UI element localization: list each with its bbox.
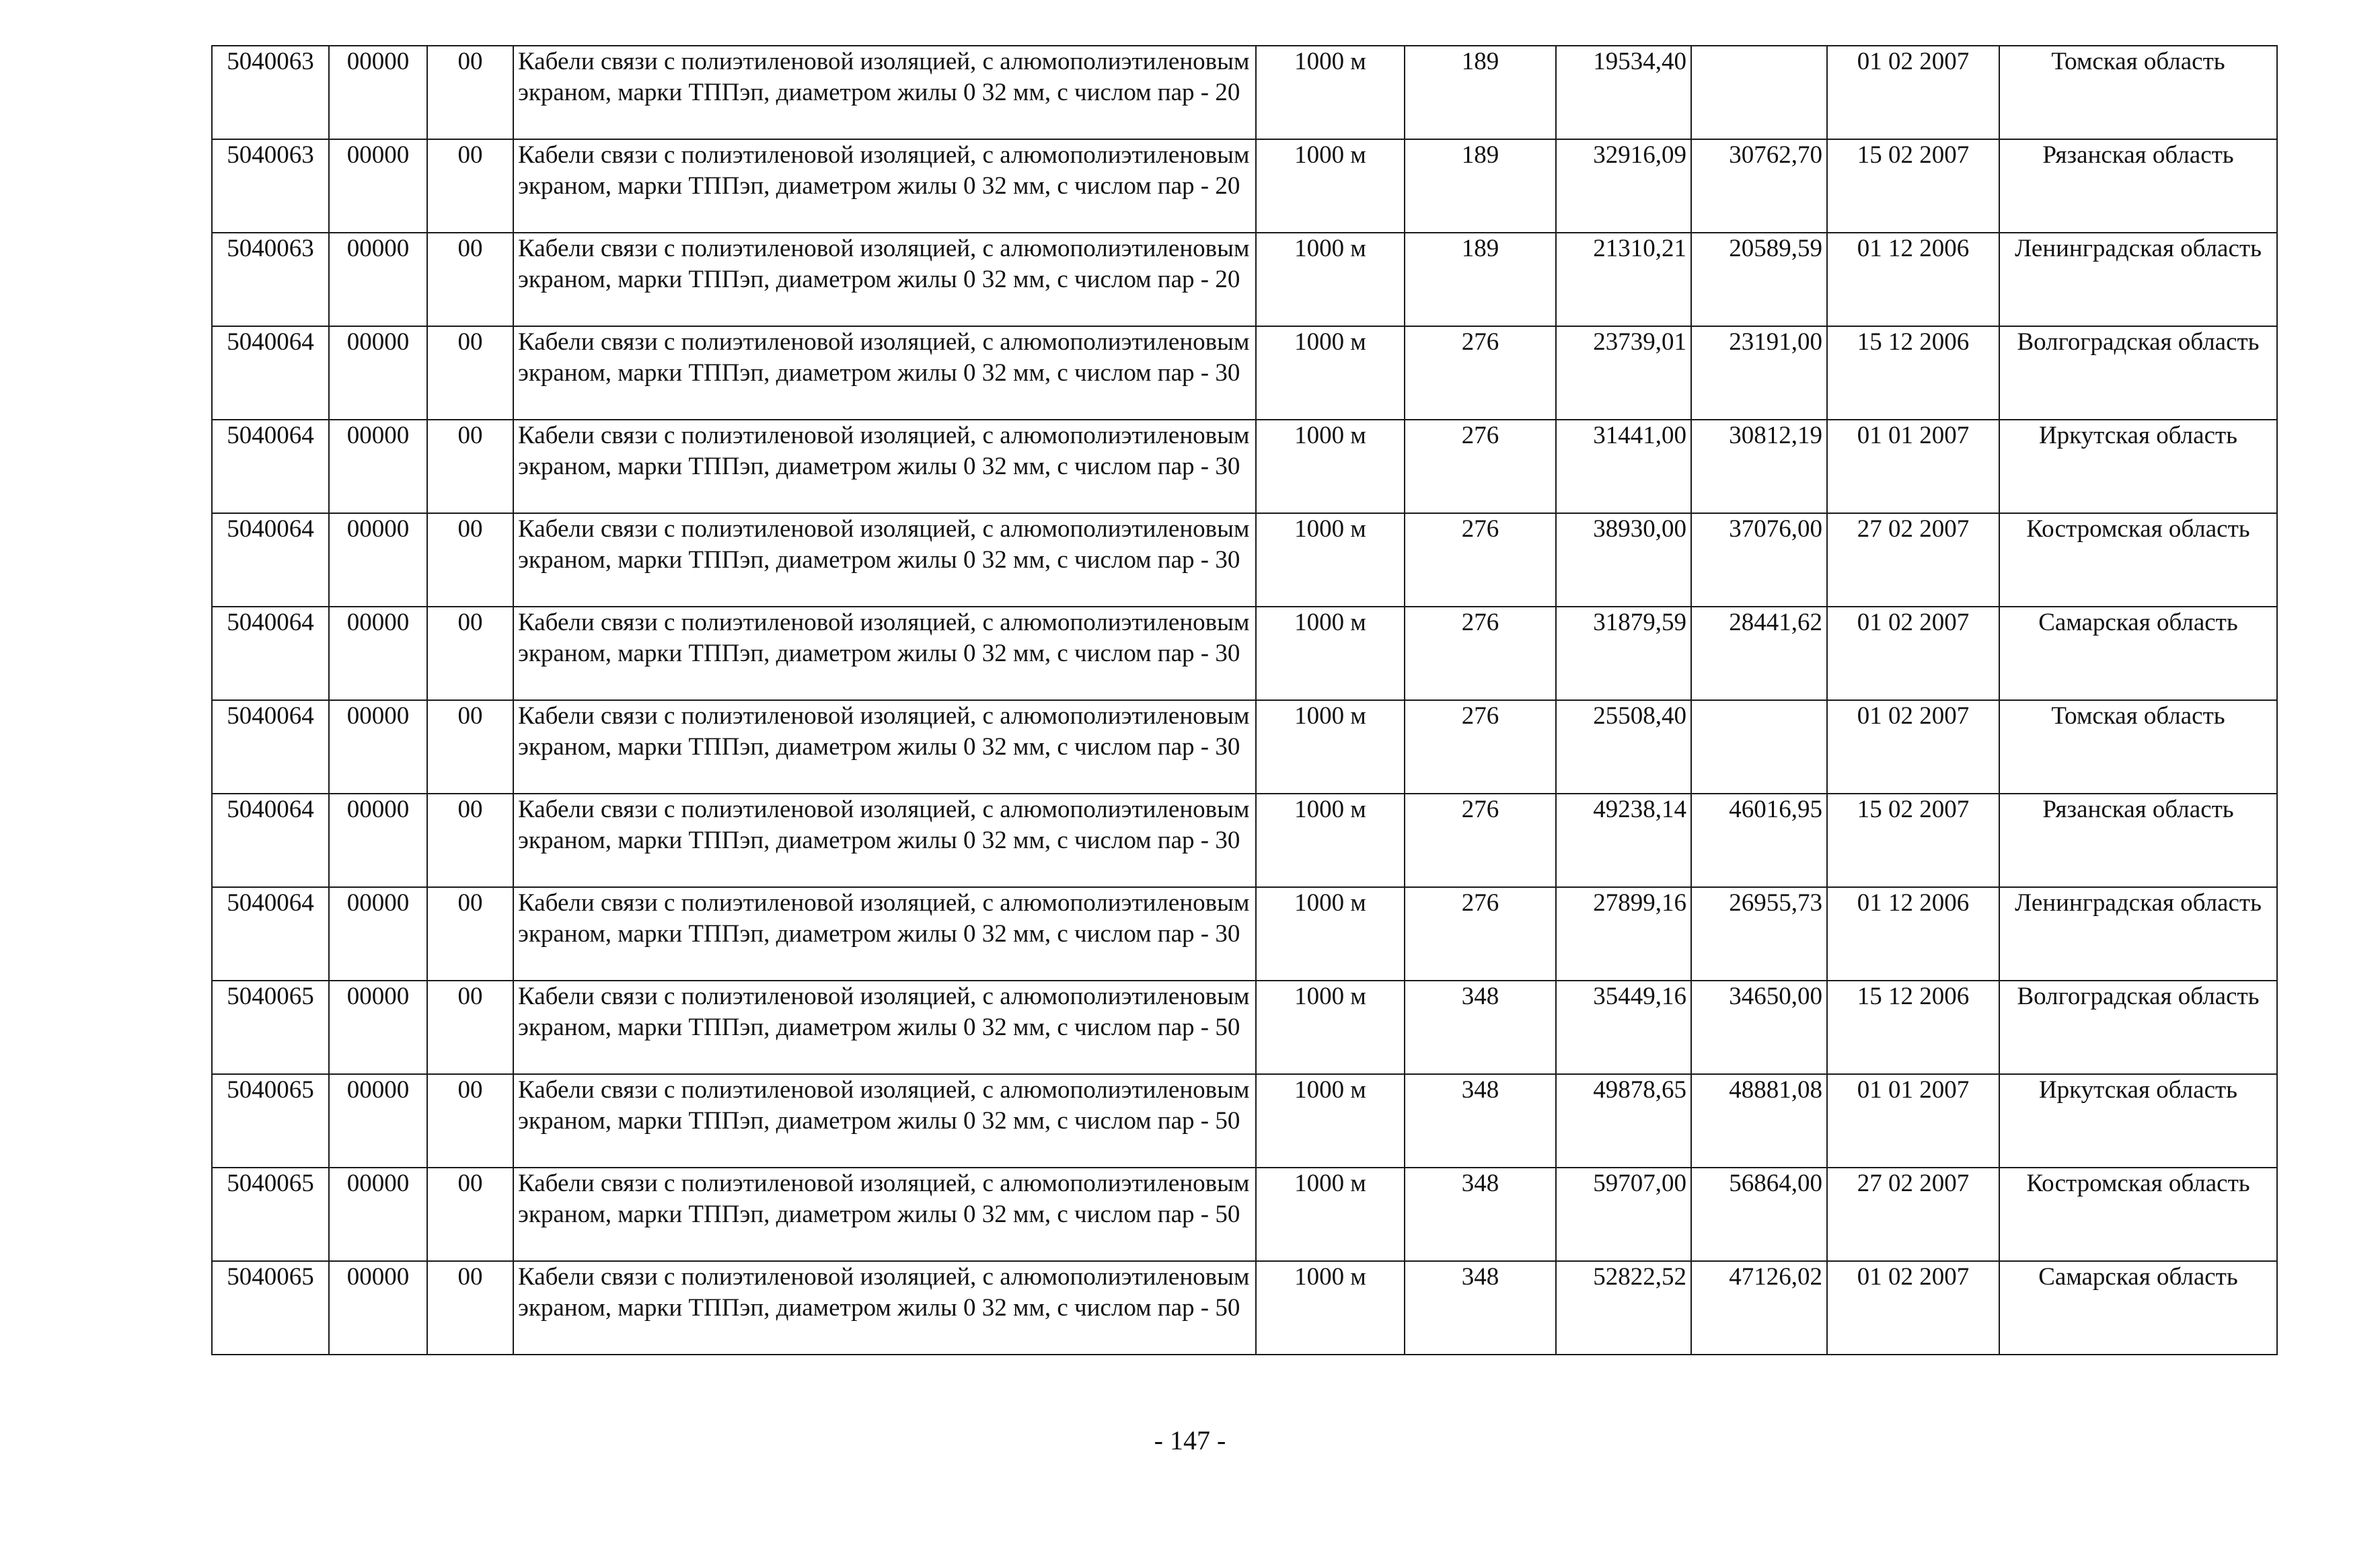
cell-description: Кабели связи с полиэтиленовой изоляцией, с алюмополиэтиленовым экраном, марки ТППэп, диаметром жилы 0 32 мм, с числом пар - 20	[513, 139, 1256, 233]
cell-unit: 1000 м	[1256, 233, 1405, 326]
cell-quantity: 189	[1405, 46, 1556, 139]
cell-subcode-2: 00	[427, 233, 513, 326]
cell-subcode-2: 00	[427, 607, 513, 700]
cell-quantity: 348	[1405, 1261, 1556, 1355]
cell-code: 5040064	[212, 420, 329, 513]
cell-quantity: 276	[1405, 794, 1556, 887]
cell-date: 15 12 2006	[1827, 981, 1999, 1074]
cell-date: 01 02 2007	[1827, 1261, 1999, 1355]
cell-subcode: 00000	[329, 46, 427, 139]
cell-unit: 1000 м	[1256, 887, 1405, 981]
table-row	[212, 513, 2277, 607]
cell-quantity: 276	[1405, 607, 1556, 700]
cell-price-2: 34650,00	[1691, 981, 1827, 1074]
cell-date: 01 01 2007	[1827, 1074, 1999, 1168]
cell-description: Кабели связи с полиэтиленовой изоляцией, с алюмополиэтиленовым экраном, марки ТППэп, диаметром жилы 0 32 мм, с числом пар - 30	[513, 794, 1256, 887]
cell-price: 19534,40	[1556, 46, 1691, 139]
cell-region: Волгоградская область	[1999, 326, 2277, 420]
cell-price: 31879,59	[1556, 607, 1691, 700]
cell-price-2: 20589,59	[1691, 233, 1827, 326]
cell-price: 23739,01	[1556, 326, 1691, 420]
cell-code: 5040063	[212, 139, 329, 233]
cell-date: 01 02 2007	[1827, 607, 1999, 700]
cell-code: 5040065	[212, 1168, 329, 1261]
cell-price-2: 26955,73	[1691, 887, 1827, 981]
table-row	[212, 1074, 2277, 1168]
cell-subcode: 00000	[329, 233, 427, 326]
cell-description: Кабели связи с полиэтиленовой изоляцией, с алюмополиэтиленовым экраном, марки ТППэп, диаметром жилы 0 32 мм, с числом пар - 30	[513, 887, 1256, 981]
table-row	[212, 233, 2277, 326]
cell-description: Кабели связи с полиэтиленовой изоляцией, с алюмополиэтиленовым экраном, марки ТППэп, диаметром жилы 0 32 мм, с числом пар - 50	[513, 1261, 1256, 1355]
cell-price-2	[1691, 46, 1827, 139]
cell-subcode-2: 00	[427, 794, 513, 887]
cell-price: 25508,40	[1556, 700, 1691, 794]
cell-region: Самарская область	[1999, 607, 2277, 700]
cell-region: Иркутская область	[1999, 420, 2277, 513]
cell-date: 27 02 2007	[1827, 1168, 1999, 1261]
cell-unit: 1000 м	[1256, 139, 1405, 233]
cell-description: Кабели связи с полиэтиленовой изоляцией, с алюмополиэтиленовым экраном, марки ТППэп, диаметром жилы 0 32 мм, с числом пар - 30	[513, 420, 1256, 513]
cell-description: Кабели связи с полиэтиленовой изоляцией, с алюмополиэтиленовым экраном, марки ТППэп, диаметром жилы 0 32 мм, с числом пар - 20	[513, 46, 1256, 139]
table-row	[212, 607, 2277, 700]
cell-quantity: 348	[1405, 981, 1556, 1074]
cell-region: Рязанская область	[1999, 139, 2277, 233]
cell-quantity: 189	[1405, 139, 1556, 233]
cell-subcode-2: 00	[427, 326, 513, 420]
cell-price-2: 48881,08	[1691, 1074, 1827, 1168]
cell-quantity: 276	[1405, 420, 1556, 513]
cell-description: Кабели связи с полиэтиленовой изоляцией, с алюмополиэтиленовым экраном, марки ТППэп, диаметром жилы 0 32 мм, с числом пар - 30	[513, 326, 1256, 420]
cell-subcode: 00000	[329, 420, 427, 513]
cell-code: 5040064	[212, 887, 329, 981]
cell-description: Кабели связи с полиэтиленовой изоляцией, с алюмополиэтиленовым экраном, марки ТППэп, диаметром жилы 0 32 мм, с числом пар - 30	[513, 607, 1256, 700]
cell-quantity: 276	[1405, 700, 1556, 794]
cell-price: 31441,00	[1556, 420, 1691, 513]
cell-quantity: 276	[1405, 887, 1556, 981]
cell-price-2: 30812,19	[1691, 420, 1827, 513]
cell-price: 52822,52	[1556, 1261, 1691, 1355]
cell-region: Ленинградская область	[1999, 233, 2277, 326]
cell-region: Томская область	[1999, 46, 2277, 139]
cell-price-2: 28441,62	[1691, 607, 1827, 700]
cell-subcode: 00000	[329, 326, 427, 420]
cell-date: 01 01 2007	[1827, 420, 1999, 513]
cell-description: Кабели связи с полиэтиленовой изоляцией, с алюмополиэтиленовым экраном, марки ТППэп, диаметром жилы 0 32 мм, с числом пар - 20	[513, 233, 1256, 326]
cell-subcode-2: 00	[427, 139, 513, 233]
table-row	[212, 326, 2277, 420]
cell-date: 27 02 2007	[1827, 513, 1999, 607]
cell-price: 27899,16	[1556, 887, 1691, 981]
cell-subcode: 00000	[329, 1261, 427, 1355]
cell-region: Ленинградская область	[1999, 887, 2277, 981]
cell-code: 5040064	[212, 700, 329, 794]
cell-description: Кабели связи с полиэтиленовой изоляцией, с алюмополиэтиленовым экраном, марки ТППэп, диаметром жилы 0 32 мм, с числом пар - 50	[513, 1168, 1256, 1261]
cell-quantity: 276	[1405, 326, 1556, 420]
table-row	[212, 794, 2277, 887]
cell-date: 01 12 2006	[1827, 233, 1999, 326]
cell-price: 49878,65	[1556, 1074, 1691, 1168]
cell-subcode: 00000	[329, 981, 427, 1074]
cell-subcode: 00000	[329, 139, 427, 233]
cell-date: 15 02 2007	[1827, 139, 1999, 233]
cell-price-2: 56864,00	[1691, 1168, 1827, 1261]
table-row	[212, 420, 2277, 513]
cell-subcode-2: 00	[427, 1074, 513, 1168]
cell-price: 49238,14	[1556, 794, 1691, 887]
table-row	[212, 700, 2277, 794]
cell-description: Кабели связи с полиэтиленовой изоляцией, с алюмополиэтиленовым экраном, марки ТППэп, диаметром жилы 0 32 мм, с числом пар - 50	[513, 981, 1256, 1074]
cell-code: 5040063	[212, 233, 329, 326]
cell-unit: 1000 м	[1256, 513, 1405, 607]
cell-price-2: 47126,02	[1691, 1261, 1827, 1355]
cell-subcode-2: 00	[427, 887, 513, 981]
cell-subcode-2: 00	[427, 1261, 513, 1355]
cell-subcode: 00000	[329, 700, 427, 794]
cell-price: 32916,09	[1556, 139, 1691, 233]
table-row	[212, 887, 2277, 981]
table-row	[212, 1168, 2277, 1261]
cell-region: Самарская область	[1999, 1261, 2277, 1355]
cell-date: 01 12 2006	[1827, 887, 1999, 981]
cell-code: 5040065	[212, 981, 329, 1074]
table-row	[212, 1261, 2277, 1355]
cell-price-2	[1691, 700, 1827, 794]
table-row	[212, 46, 2277, 139]
cell-unit: 1000 м	[1256, 46, 1405, 139]
cell-region: Томская область	[1999, 700, 2277, 794]
cell-subcode: 00000	[329, 513, 427, 607]
cell-date: 01 02 2007	[1827, 46, 1999, 139]
cell-region: Иркутская область	[1999, 1074, 2277, 1168]
cell-subcode-2: 00	[427, 981, 513, 1074]
cell-unit: 1000 м	[1256, 794, 1405, 887]
cell-code: 5040064	[212, 794, 329, 887]
cell-code: 5040064	[212, 607, 329, 700]
cell-price: 21310,21	[1556, 233, 1691, 326]
cell-code: 5040065	[212, 1261, 329, 1355]
cell-subcode-2: 00	[427, 1168, 513, 1261]
cell-description: Кабели связи с полиэтиленовой изоляцией, с алюмополиэтиленовым экраном, марки ТППэп, диаметром жилы 0 32 мм, с числом пар - 50	[513, 1074, 1256, 1168]
cell-subcode: 00000	[329, 1168, 427, 1261]
cell-quantity: 348	[1405, 1074, 1556, 1168]
cell-description: Кабели связи с полиэтиленовой изоляцией, с алюмополиэтиленовым экраном, марки ТППэп, диаметром жилы 0 32 мм, с числом пар - 30	[513, 700, 1256, 794]
cell-region: Костромская область	[1999, 513, 2277, 607]
cell-date: 01 02 2007	[1827, 700, 1999, 794]
cell-unit: 1000 м	[1256, 1074, 1405, 1168]
cell-code: 5040064	[212, 326, 329, 420]
cell-quantity: 348	[1405, 1168, 1556, 1261]
cell-price: 59707,00	[1556, 1168, 1691, 1261]
cell-unit: 1000 м	[1256, 607, 1405, 700]
cell-code: 5040064	[212, 513, 329, 607]
cell-region: Рязанская область	[1999, 794, 2277, 887]
cell-region: Волгоградская область	[1999, 981, 2277, 1074]
table-body	[212, 46, 2277, 1355]
page-number: - 147 -	[1154, 1425, 1226, 1455]
cell-price: 35449,16	[1556, 981, 1691, 1074]
cell-price-2: 37076,00	[1691, 513, 1827, 607]
cell-quantity: 189	[1405, 233, 1556, 326]
cell-unit: 1000 м	[1256, 1261, 1405, 1355]
cell-subcode: 00000	[329, 794, 427, 887]
cell-subcode-2: 00	[427, 700, 513, 794]
cell-unit: 1000 м	[1256, 700, 1405, 794]
cell-date: 15 12 2006	[1827, 326, 1999, 420]
cell-description: Кабели связи с полиэтиленовой изоляцией, с алюмополиэтиленовым экраном, марки ТППэп, диаметром жилы 0 32 мм, с числом пар - 30	[513, 513, 1256, 607]
cell-code: 5040063	[212, 46, 329, 139]
cell-price: 38930,00	[1556, 513, 1691, 607]
cell-subcode: 00000	[329, 887, 427, 981]
cell-price-2: 46016,95	[1691, 794, 1827, 887]
cell-subcode: 00000	[329, 1074, 427, 1168]
price-table	[211, 45, 2278, 1355]
cell-price-2: 30762,70	[1691, 139, 1827, 233]
cell-subcode: 00000	[329, 607, 427, 700]
cell-price-2: 23191,00	[1691, 326, 1827, 420]
cell-quantity: 276	[1405, 513, 1556, 607]
cell-subcode-2: 00	[427, 513, 513, 607]
cell-unit: 1000 м	[1256, 326, 1405, 420]
table-row	[212, 139, 2277, 233]
table-row	[212, 981, 2277, 1074]
cell-code: 5040065	[212, 1074, 329, 1168]
cell-unit: 1000 м	[1256, 981, 1405, 1074]
cell-subcode-2: 00	[427, 420, 513, 513]
cell-subcode-2: 00	[427, 46, 513, 139]
cell-unit: 1000 м	[1256, 420, 1405, 513]
cell-unit: 1000 м	[1256, 1168, 1405, 1261]
cell-date: 15 02 2007	[1827, 794, 1999, 887]
cell-region: Костромская область	[1999, 1168, 2277, 1261]
